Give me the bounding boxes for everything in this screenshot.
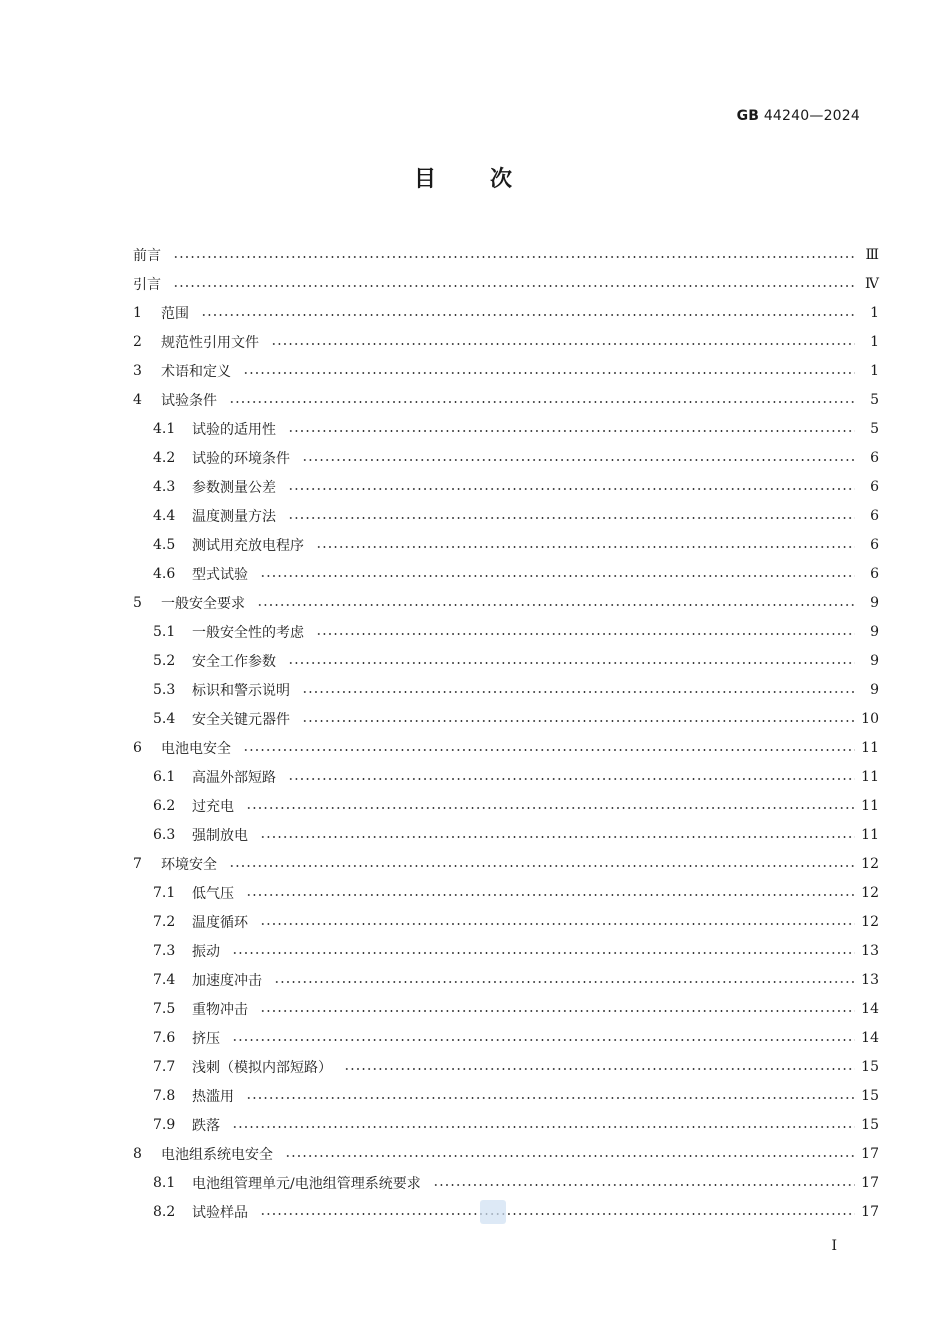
toc-entry[interactable] [153, 501, 879, 530]
toc-entry-label: 电池电安全 [161, 740, 231, 757]
toc-entry-page: 17 [861, 1203, 879, 1220]
toc-entry-page: 12 [861, 855, 879, 872]
page-title: 目次 [413, 167, 566, 192]
toc-entry[interactable] [133, 1139, 879, 1168]
toc-entry-page: 6 [870, 507, 879, 524]
toc-entry[interactable] [153, 994, 879, 1023]
toc-entry-number: 4.2 [153, 449, 176, 466]
toc-entry-label: 挤压 [192, 1030, 220, 1047]
toc-entry-page: 15 [861, 1058, 879, 1075]
toc-entry[interactable] [153, 1023, 879, 1052]
toc-dot-leader [257, 604, 855, 606]
toc-entry-label: 加速度冲击 [192, 972, 262, 989]
toc-entry-label: 试验的环境条件 [192, 450, 290, 467]
toc-entry[interactable] [153, 1110, 879, 1139]
toc-dot-leader [260, 1213, 855, 1215]
toc-entry[interactable] [153, 472, 879, 501]
toc-entry-page: 6 [870, 478, 879, 495]
toc-dot-leader [246, 894, 855, 896]
toc-dot-leader [229, 865, 855, 867]
toc-entry-page: 9 [870, 594, 879, 611]
toc-entry-page: 5 [870, 420, 879, 437]
toc-entry-page: 6 [870, 565, 879, 582]
toc-entry-label: 过充电 [192, 798, 234, 815]
toc-entry[interactable] [153, 791, 879, 820]
toc-entry-page: 13 [861, 942, 879, 959]
toc-entry-label: 范围 [161, 305, 189, 322]
toc-entry[interactable] [133, 588, 879, 617]
toc-entry-number: 6.3 [153, 826, 176, 843]
toc-entry-page: 9 [870, 623, 879, 640]
toc-dot-leader [302, 720, 855, 722]
toc-entry-label: 引言 [133, 276, 161, 293]
toc-dot-leader [260, 1010, 855, 1012]
toc-dot-leader [260, 575, 855, 577]
toc-dot-leader [288, 778, 855, 780]
toc-entry-page: 14 [861, 1000, 879, 1017]
toc-entry-page: 9 [870, 652, 879, 669]
toc-entry-label: 试验条件 [161, 392, 217, 409]
toc-entry[interactable] [153, 965, 879, 994]
toc-entry[interactable] [153, 675, 879, 704]
toc-dot-leader [288, 517, 855, 519]
toc-entry-number: 7.6 [153, 1029, 176, 1046]
toc-dot-leader [288, 662, 855, 664]
toc-entry-number: 5.3 [153, 681, 176, 698]
toc-entry-number: 4.1 [153, 420, 176, 437]
toc-entry-number: 6.2 [153, 797, 176, 814]
toc-entry-label: 试验的适用性 [192, 421, 276, 438]
toc-entry-page: 9 [870, 681, 879, 698]
toc-dot-leader [274, 981, 855, 983]
toc-entry-page: 1 [870, 304, 879, 321]
toc-entry-number: 4.6 [153, 565, 176, 582]
toc-entry-page: 6 [870, 449, 879, 466]
toc-entry-page: 13 [861, 971, 879, 988]
toc-entry-page: 11 [861, 768, 879, 785]
toc-entry-label: 跌落 [192, 1117, 220, 1134]
toc-entry[interactable] [153, 617, 879, 646]
toc-entry-number: 4.3 [153, 478, 176, 495]
toc-dot-leader [260, 836, 855, 838]
standard-prefix: GB [736, 108, 760, 124]
watermark-logo [480, 1200, 506, 1224]
toc-entry-number: 4.4 [153, 507, 176, 524]
toc-dot-leader [285, 1155, 855, 1157]
toc-entry-page: Ⅲ [865, 246, 879, 263]
toc-entry-label: 温度测量方法 [192, 508, 276, 525]
toc-entry-page: 11 [861, 826, 879, 843]
toc-entry-page: 15 [861, 1116, 879, 1133]
toc-entry[interactable] [133, 356, 879, 385]
toc-dot-leader [260, 923, 855, 925]
toc-entry-number: 7.7 [153, 1058, 176, 1075]
toc-dot-leader [173, 256, 855, 258]
toc-entry-label: 强制放电 [192, 827, 248, 844]
toc-entry[interactable] [133, 733, 879, 762]
toc-entry-number: 8 [133, 1145, 142, 1162]
toc-entry[interactable] [153, 820, 879, 849]
toc-entry-number: 7.9 [153, 1116, 176, 1133]
toc-entry[interactable] [133, 849, 879, 878]
toc-entry-label: 术语和定义 [161, 363, 231, 380]
toc-entry[interactable] [153, 559, 879, 588]
toc-entry-page: 17 [861, 1145, 879, 1162]
toc-entry[interactable] [153, 1052, 879, 1081]
toc-entry[interactable] [153, 1168, 879, 1197]
toc-entry-number: 3 [133, 362, 142, 379]
toc-entry-page: 15 [861, 1087, 879, 1104]
toc-entry-number: 8.1 [153, 1174, 176, 1191]
toc-entry-page: Ⅳ [865, 275, 879, 292]
toc-entry-number: 5.1 [153, 623, 176, 640]
toc-dot-leader [243, 372, 855, 374]
page-number: I [831, 1238, 837, 1254]
standard-code: 44240—2024 [763, 108, 860, 124]
toc-entry-label: 型式试验 [192, 566, 248, 583]
toc-dot-leader [316, 633, 855, 635]
toc-entry-label: 标识和警示说明 [192, 682, 290, 699]
toc-entry-number: 5.4 [153, 710, 176, 727]
toc-dot-leader [232, 1039, 855, 1041]
toc-entry[interactable] [153, 1081, 879, 1110]
toc-dot-leader [302, 691, 855, 693]
toc-entry-number: 7.8 [153, 1087, 176, 1104]
toc-entry-page: 5 [870, 391, 879, 408]
toc-dot-leader [232, 952, 855, 954]
toc-entry[interactable] [133, 385, 879, 414]
toc-entry[interactable] [133, 327, 879, 356]
toc-dot-leader [243, 749, 855, 751]
toc-entry-label: 电池组系统电安全 [161, 1146, 273, 1163]
toc-entry-number: 5.2 [153, 652, 176, 669]
toc-entry[interactable] [153, 1197, 879, 1226]
toc-entry-label: 一般安全要求 [161, 595, 245, 612]
toc-dot-leader [232, 1126, 855, 1128]
standard-number [737, 108, 860, 124]
toc-entry-page: 17 [861, 1174, 879, 1191]
toc-entry-number: 7.2 [153, 913, 176, 930]
toc-entry-label: 一般安全性的考虑 [192, 624, 304, 641]
toc-entry-page: 11 [861, 797, 879, 814]
toc-entry-page: 12 [861, 884, 879, 901]
toc-entry-label: 前言 [133, 247, 161, 264]
toc-entry-number: 4.5 [153, 536, 176, 553]
toc-entry-number: 7.3 [153, 942, 176, 959]
toc-entry[interactable] [153, 936, 879, 965]
toc-entry[interactable] [133, 269, 879, 298]
toc-dot-leader [173, 285, 855, 287]
toc-entry-label: 环境安全 [161, 856, 217, 873]
toc-dot-leader [316, 546, 855, 548]
toc-dot-leader [344, 1068, 855, 1070]
toc-dot-leader [246, 807, 855, 809]
toc-dot-leader [201, 314, 855, 316]
toc-entry-page: 1 [870, 362, 879, 379]
toc-entry[interactable] [153, 907, 879, 936]
toc-entry-page: 14 [861, 1029, 879, 1046]
toc-entry-number: 2 [133, 333, 142, 350]
toc-entry-number: 8.2 [153, 1203, 176, 1220]
toc-entry[interactable] [153, 443, 879, 472]
toc-dot-leader [246, 1097, 855, 1099]
toc-entry-number: 5 [133, 594, 142, 611]
toc-entry-page: 1 [870, 333, 879, 350]
toc-entry-number: 1 [133, 304, 142, 321]
toc-entry[interactable] [153, 762, 879, 791]
toc-entry-number: 6 [133, 739, 142, 756]
toc-entry-label: 振动 [192, 943, 220, 960]
toc-entry-label: 试验样品 [192, 1204, 248, 1221]
toc-entry[interactable] [133, 240, 879, 269]
toc-entry-label: 高温外部短路 [192, 769, 276, 786]
toc-entry[interactable] [153, 704, 879, 733]
toc-entry-number: 7.4 [153, 971, 176, 988]
toc-entry-number: 4 [133, 391, 142, 408]
toc-dot-leader [302, 459, 855, 461]
toc-entry-page: 6 [870, 536, 879, 553]
toc-dot-leader [271, 343, 855, 345]
toc-entry-number: 6.1 [153, 768, 176, 785]
toc-entry-number: 7.1 [153, 884, 176, 901]
toc-entry-label: 电池组管理单元/电池组管理系统要求 [192, 1175, 421, 1192]
toc-entry-label: 安全工作参数 [192, 653, 276, 670]
toc-entry-label: 温度循环 [192, 914, 248, 931]
toc-entry-label: 浅刺（模拟内部短路） [192, 1059, 332, 1076]
toc-entry-label: 参数测量公差 [192, 479, 276, 496]
toc-dot-leader [433, 1184, 855, 1186]
toc-entry-label: 重物冲击 [192, 1001, 248, 1018]
toc-entry[interactable] [153, 530, 879, 559]
toc-dot-leader [288, 488, 855, 490]
toc-entry-number: 7 [133, 855, 142, 872]
toc-entry-page: 11 [861, 739, 879, 756]
toc-entry-label: 热滥用 [192, 1088, 234, 1105]
toc-entry-label: 低气压 [192, 885, 234, 902]
toc-entry-label: 安全关键元器件 [192, 711, 290, 728]
toc-entry[interactable] [153, 878, 879, 907]
toc-entry-page: 10 [861, 710, 879, 727]
toc-entry-label: 测试用充放电程序 [192, 537, 304, 554]
toc-entry-number: 7.5 [153, 1000, 176, 1017]
toc-entry-page: 12 [861, 913, 879, 930]
toc-dot-leader [288, 430, 855, 432]
toc-dot-leader [229, 401, 855, 403]
toc-entry[interactable] [133, 298, 879, 327]
toc-entry[interactable] [153, 414, 879, 443]
toc-entry[interactable] [153, 646, 879, 675]
toc-entry-label: 规范性引用文件 [161, 334, 259, 351]
